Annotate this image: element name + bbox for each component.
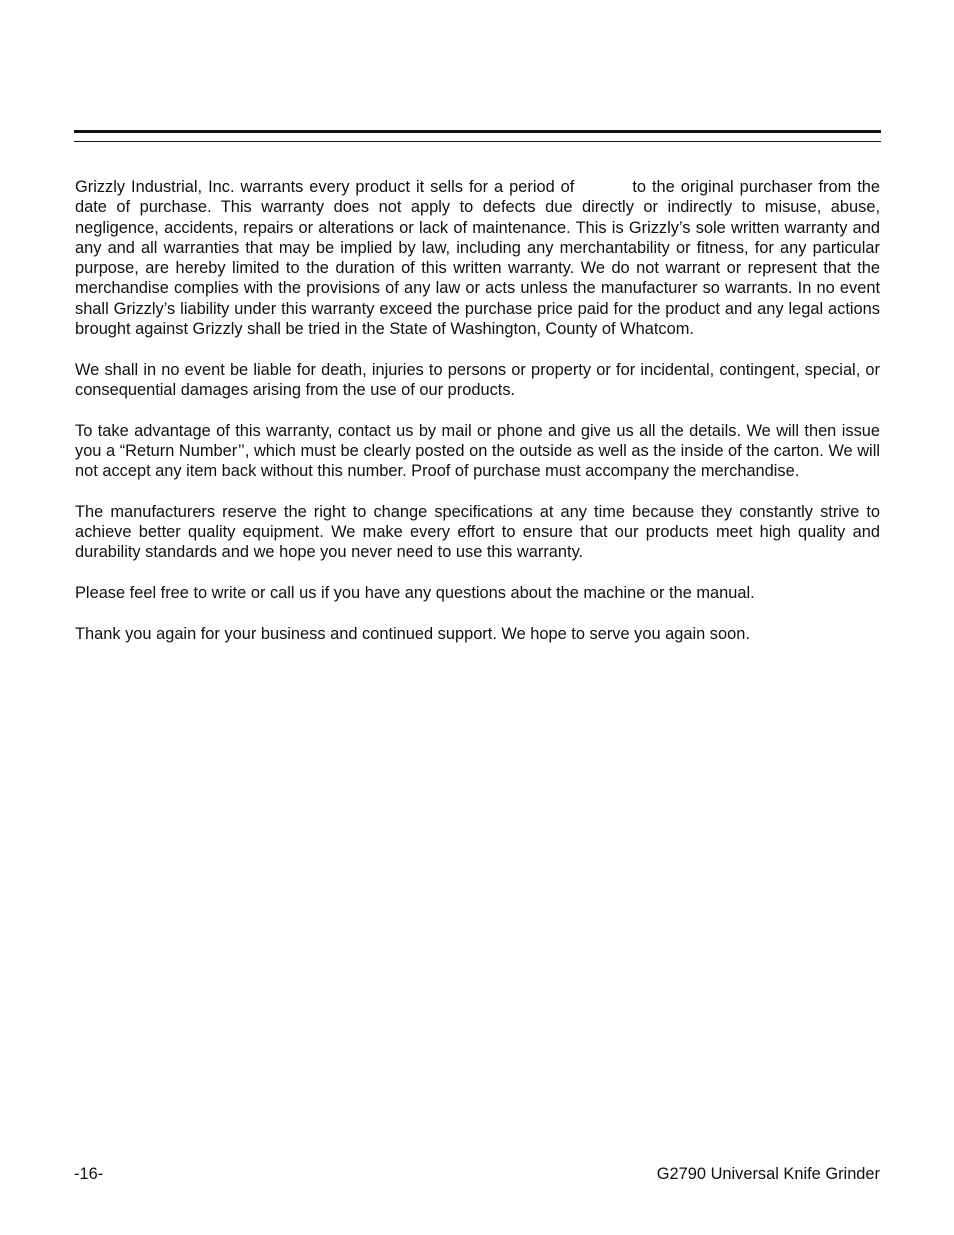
- warranty-paragraph-3: To take advantage of this warranty, contact us by mail or phone and give us all the details. We will then issue you a “Return Number’’, which must be clearly posted on the outside as well as the inside of the carton. We will not accept any item back without this number. Proof of purchase must accompany the merchandise.: [75, 421, 880, 481]
- warranty-paragraph-2: We shall in no event be liable for death, injuries to persons or property or for incidental, contingent, special, or consequential damages arising from the use of our products.: [75, 360, 880, 399]
- warranty-paragraph-1-rest: to the original purchaser from the date of purchase. This warranty does not apply to defects due directly or indirectly to misuse, abuse, negligence, accidents, repairs or alterations or lack of maintenance. This is Grizzly’s sole written warranty and any and all warranties that may be implied by law, including any merchantability or fitness, for any particular purpose, are hereby limited to the duration of this written warranty. We do not warrant or represent that the merchandise complies with the provisions of any law or acts unless the manufacturer so warrants. In no event shall Grizzly’s liability under this warranty exceed the purchase price paid for the product and any legal actions brought against Grizzly shall be tried in the State of Washington, County of Whatcom.: [75, 178, 880, 339]
- warranty-paragraph-5: Please feel free to write or call us if you have any questions about the machine or the manual.: [75, 583, 755, 602]
- header-rule-thin: [74, 141, 881, 142]
- warranty-body: [75, 177, 880, 664]
- warranty-paragraph-6: Thank you again for your business and continued support. We hope to serve you again soon.: [75, 624, 750, 643]
- warranty-paragraph-1-start: Grizzly Industrial, Inc. warrants every product it sells for a period of: [75, 178, 575, 196]
- manual-title: G2790 Universal Knife Grinder: [656, 1165, 880, 1183]
- header-rule-thick: [74, 130, 881, 133]
- warranty-paragraph-1: [75, 177, 880, 339]
- warranty-paragraph-4: The manufacturers reserve the right to change specifications at any time because they constantly strive to achieve better quality equipment. We make every effort to ensure that our products meet high quality and durability standards and we hope you never need to use this warranty.: [75, 502, 880, 562]
- page-number: -16-: [74, 1165, 104, 1183]
